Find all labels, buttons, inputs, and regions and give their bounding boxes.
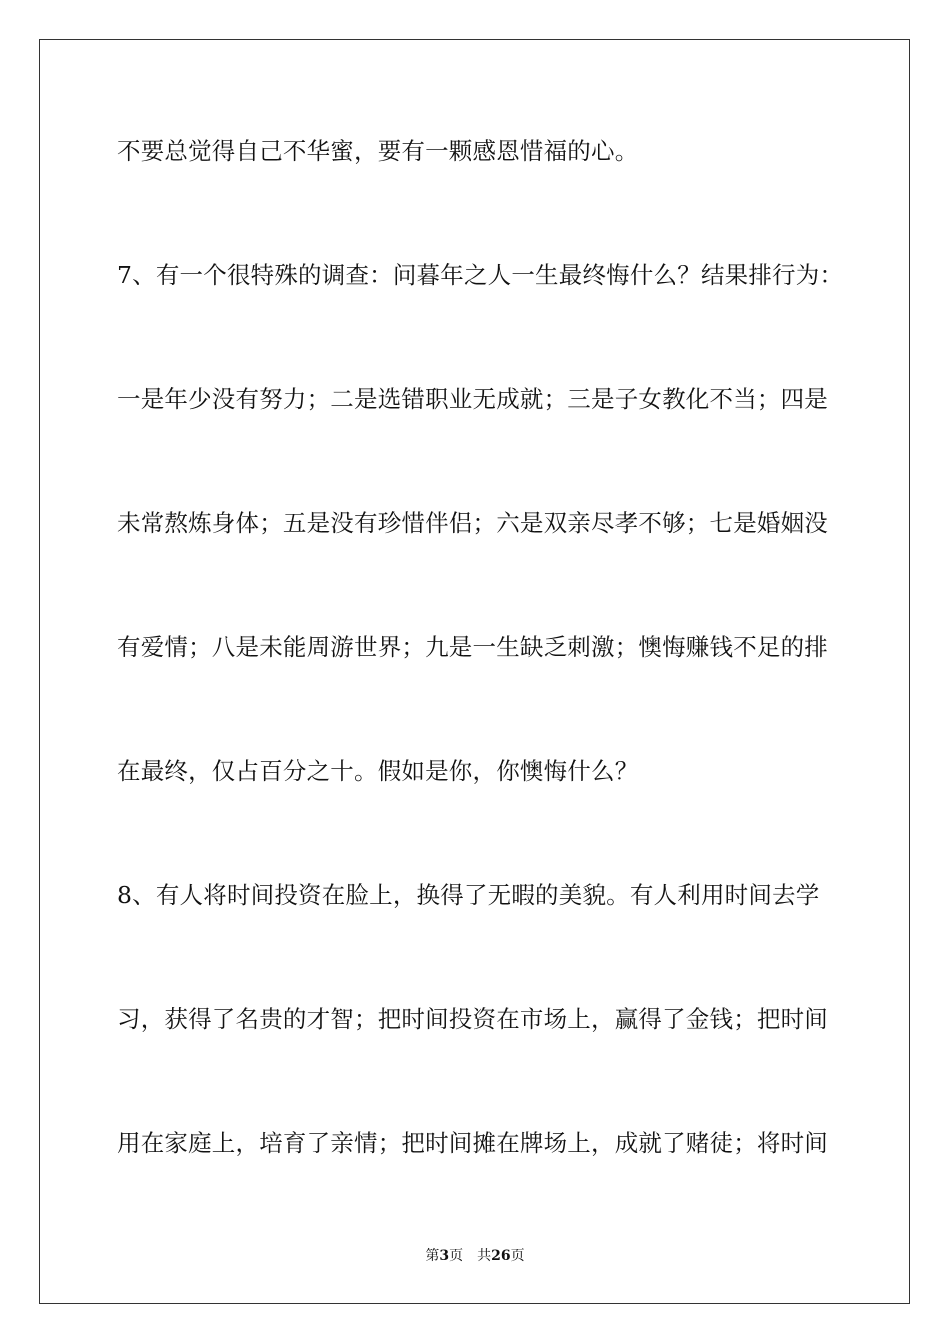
page-border	[39, 39, 910, 1304]
text-line: 不要总觉得自己不华蜜，要有一颗感恩惜福的心。	[117, 137, 639, 165]
page-footer	[0, 1247, 950, 1265]
text-line: 有爱情；八是未能周游世界；九是一生缺乏刺激；懊悔赚钱不足的排	[117, 633, 828, 661]
page-number-suffix: 页	[449, 1248, 464, 1264]
page-number-prefix: 第	[425, 1248, 440, 1264]
page-number-current: 3	[439, 1248, 450, 1264]
text-line: 8、有人将时间投资在脸上，换得了无暇的美貌。有人利用时间去学	[117, 881, 820, 909]
text-line: 用在家庭上，培育了亲情；把时间摊在牌场上，成就了赌徒；将时间	[117, 1129, 828, 1157]
text-line: 习，获得了名贵的才智；把时间投资在市场上，赢得了金钱；把时间	[117, 1005, 828, 1033]
page-total-suffix: 页	[510, 1248, 525, 1264]
text-line: 未常熬炼身体；五是没有珍惜伴侣；六是双亲尽孝不够；七是婚姻没	[117, 509, 828, 537]
page-total-count: 26	[491, 1248, 511, 1264]
text-line: 7、有一个很特殊的调查：问暮年之人一生最终悔什么？结果排行为：	[117, 261, 844, 289]
text-line: 一是年少没有努力；二是选错职业无成就；三是子女教化不当；四是	[117, 385, 828, 413]
page-total-prefix: 共	[477, 1248, 492, 1264]
text-line: 在最终，仅占百分之十。假如是你，你懊悔什么？	[117, 757, 639, 785]
